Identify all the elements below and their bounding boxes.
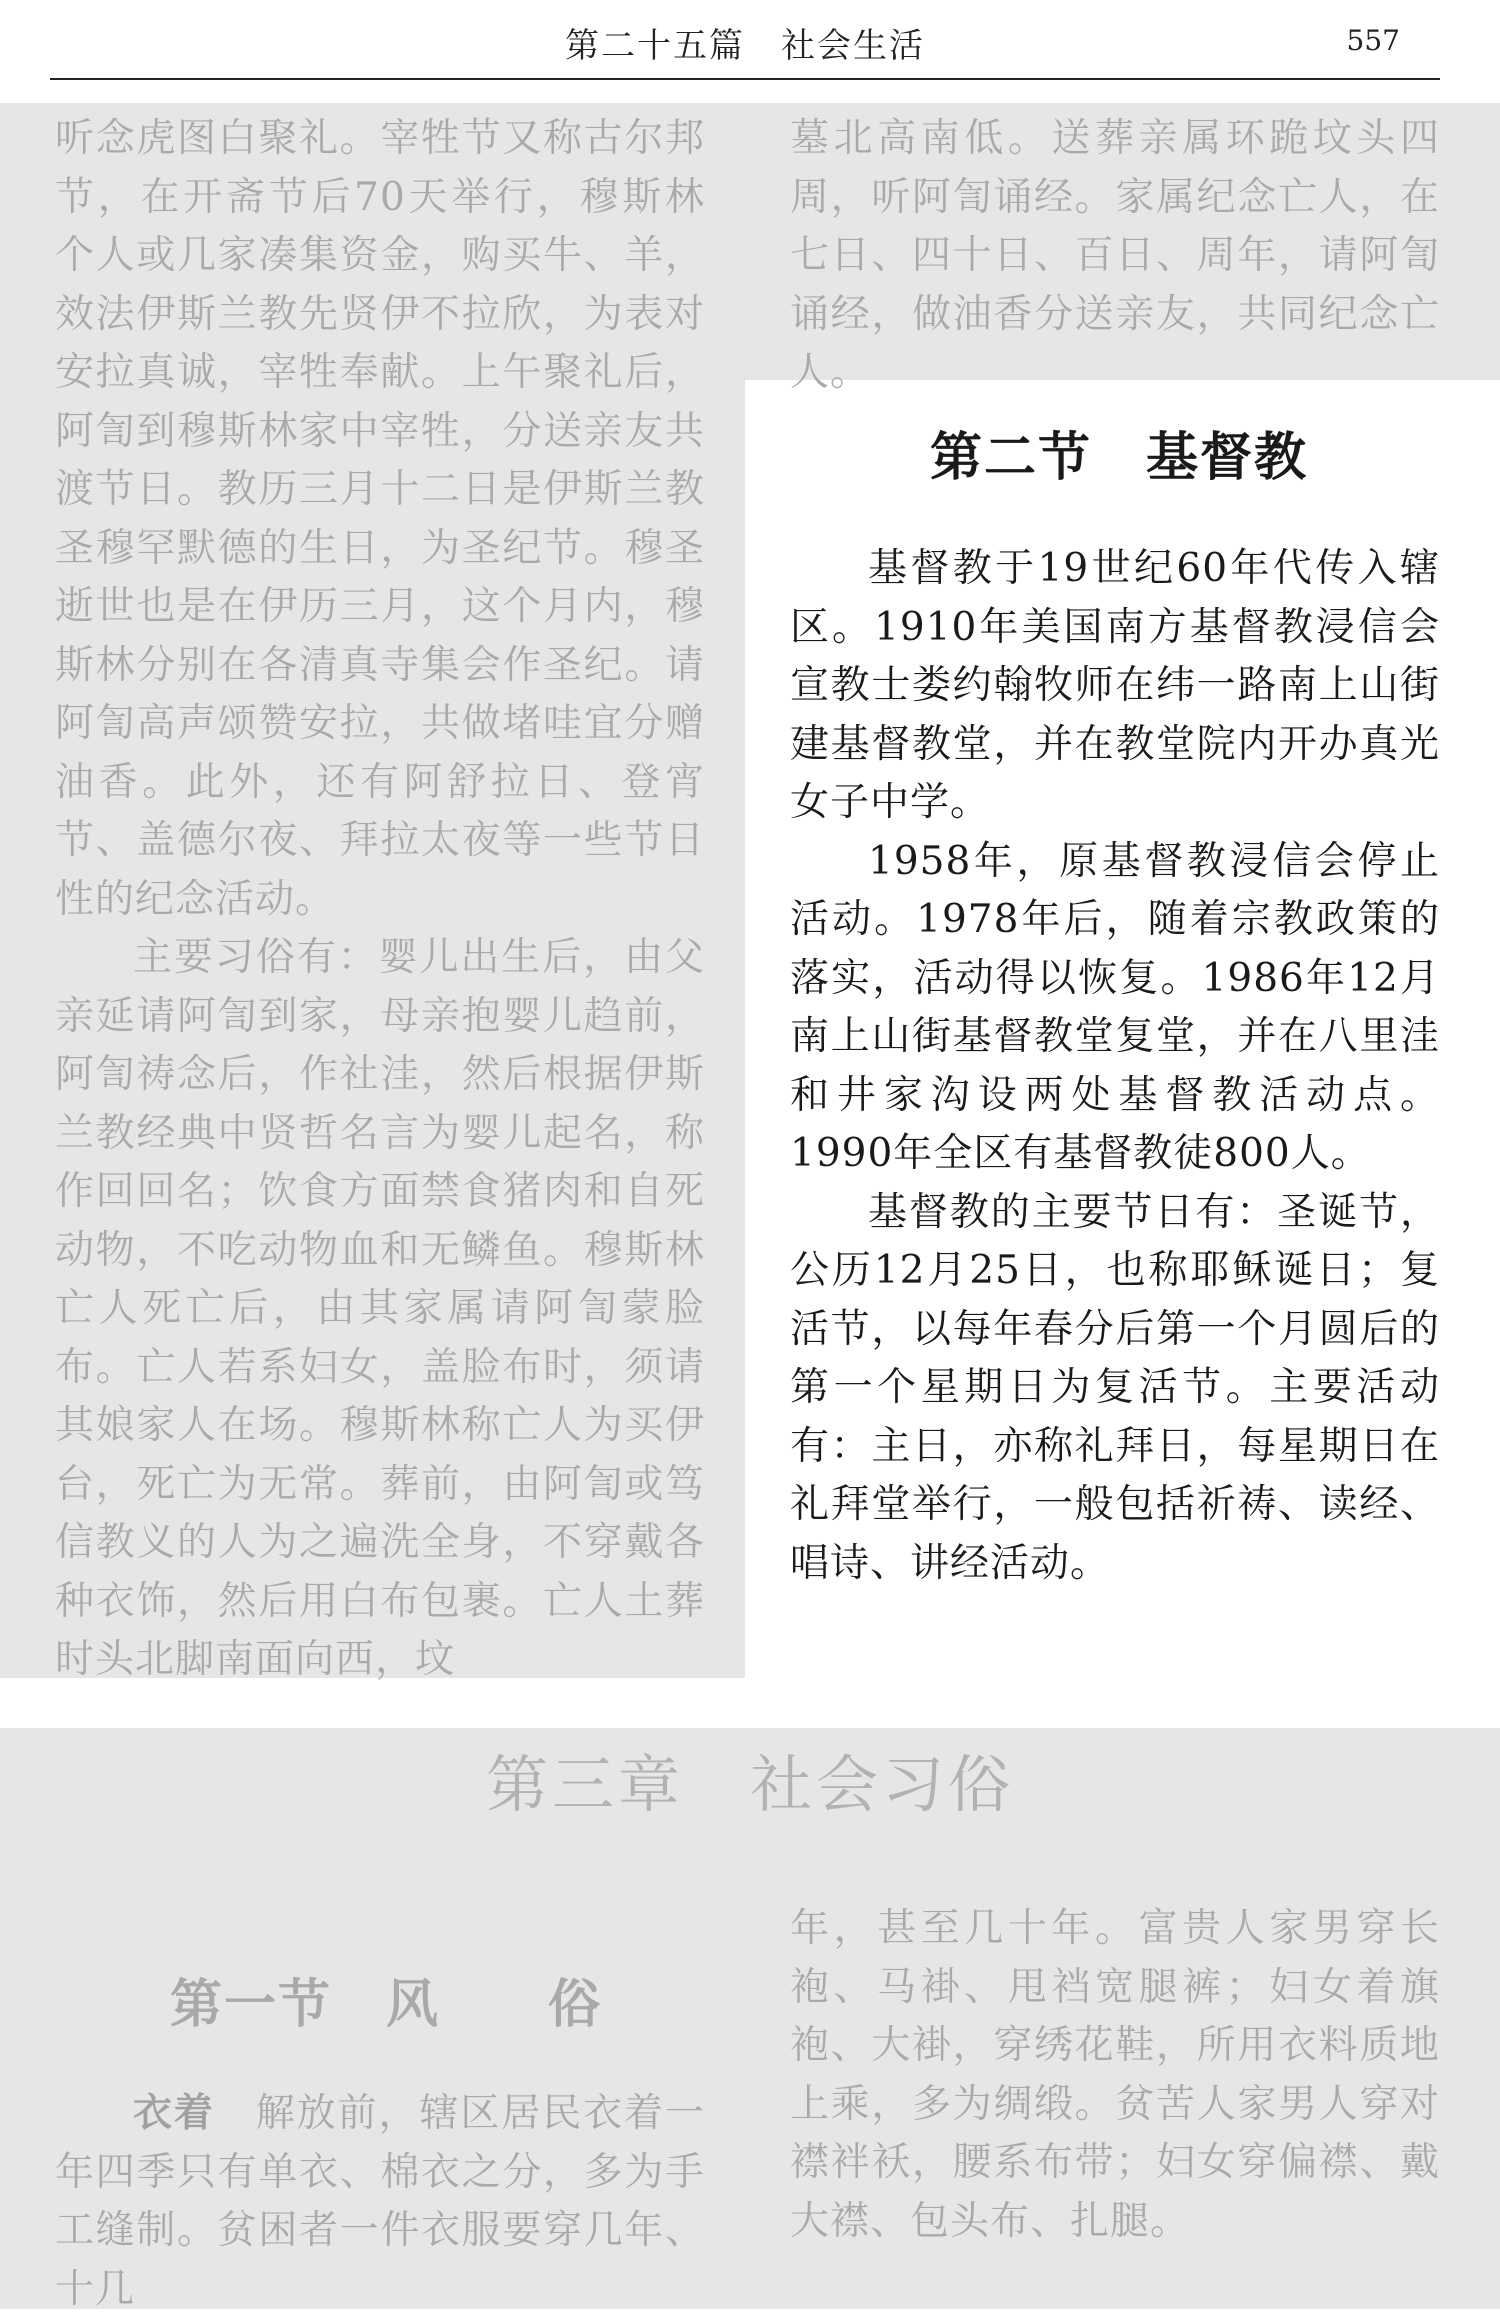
- chapter-title: 第三章 社会习俗: [485, 1748, 1014, 1821]
- section2-paragraph-1: 基督教于19世纪60年代传入辖区。1910年美国南方基督教浸信会宣教士娄约翰牧师在纬一路南上山街建基督教堂，并在教堂院内开办真光女子中学。: [790, 546, 1440, 825]
- page-number: 557: [1346, 24, 1400, 57]
- clothing-lead: 衣着: [133, 2091, 215, 2136]
- section2-paragraph-3: 基督教的主要节日有：圣诞节，公历12月25日，也称耶稣诞日；复活节，以每年春分后第一个月圆后的第一个星期日为复活节。主要活动有：主日，亦称礼拜日，每星期日在礼拜堂举行，一般包括祈祷、读经、唱诗、讲经活动。: [790, 1189, 1440, 1586]
- running-header: [50, 0, 1440, 80]
- section-title: 第二节 基督教: [930, 428, 1309, 488]
- chapter-left-column: [55, 2085, 705, 2319]
- left-column: [55, 110, 705, 1690]
- section2-paragraph-2: 1958年，原基督教浸信会停止活动。1978年后，随着宗教政策的落实，活动得以恢复。1986年12月南上山街基督教堂复堂，并在八里洼和井家沟设两处基督教活动点。1990年全区有基督教徒800人。: [790, 838, 1440, 1176]
- section2-body: [790, 540, 1440, 1593]
- right-top-paragraph: 墓北高南低。送葬亲属环跪坟头四周，听阿訇诵经。家属纪念亡人，在七日、四十日、百日、周年，请阿訇诵经，做油香分送亲友，共同纪念亡人。: [790, 116, 1440, 395]
- left-paragraph-2: 主要习俗有：婴儿出生后，由父亲延请阿訇到家，母亲抱婴儿趋前，阿訇祷念后，作社洼，然后根据伊斯兰教经典中贤哲名言为婴儿起名，称作回回名；饮食方面禁食猪肉和自死动物，不吃动物血和无鳞鱼。穆斯林亡人死亡后，由其家属请阿訇蒙脸布。亡人若系妇女，盖脸布时，须请其娘家人在场。穆斯林称亡人为买伊台，死亡为无常。葬前，由阿訇或笃信教义的人为之遍洗全身，不穿戴各种衣饰，然后用白布包裹。亡人土葬时头北脚南面向西，坟: [55, 935, 705, 1682]
- header-title: 第二十五篇 社会生活: [565, 26, 925, 66]
- left-paragraph-1: 听念虎图白聚礼。宰牲节又称古尔邦节，在开斋节后70天举行，穆斯林个人或几家凑集资金，购买牛、羊，效法伊斯兰教先贤伊不拉欣，为表对安拉真诚，宰牲奉献。上午聚礼后，阿訇到穆斯林家中宰牲，分送亲友共渡节日。教历三月十二日是伊斯兰教圣穆罕默德的生日，为圣纪节。穆圣逝世也是在伊历三月，这个月内，穆斯林分别在各清真寺集会作圣纪。请阿訇高声颂赞安拉，共做堵哇宜分赠油香。此外，还有阿舒拉日、登宵节、盖德尔夜、拜拉太夜等一些节日性的纪念活动。: [55, 116, 705, 922]
- chapter-section-title: 第一节 风 俗: [170, 1975, 603, 2035]
- chapter-right-text: 年，甚至几十年。富贵人家男穿长袍、马褂、甩裆宽腿裤；妇女着旗袍、大褂，穿绣花鞋，所用衣料质地上乘，多为绸缎。贫苦人家男人穿对襟袢袄，腰系布带；妇女穿偏襟、戴大襟、包头布、扎腿。: [790, 1906, 1440, 2244]
- chapter-right-column: [790, 1900, 1440, 2251]
- right-top-column: [790, 110, 1440, 403]
- chapter-left-text: 解放前，辖区居民衣着一年四季只有单衣、棉衣之分，多为手工缝制。贫困者一件衣服要穿几年、十几: [55, 2091, 705, 2312]
